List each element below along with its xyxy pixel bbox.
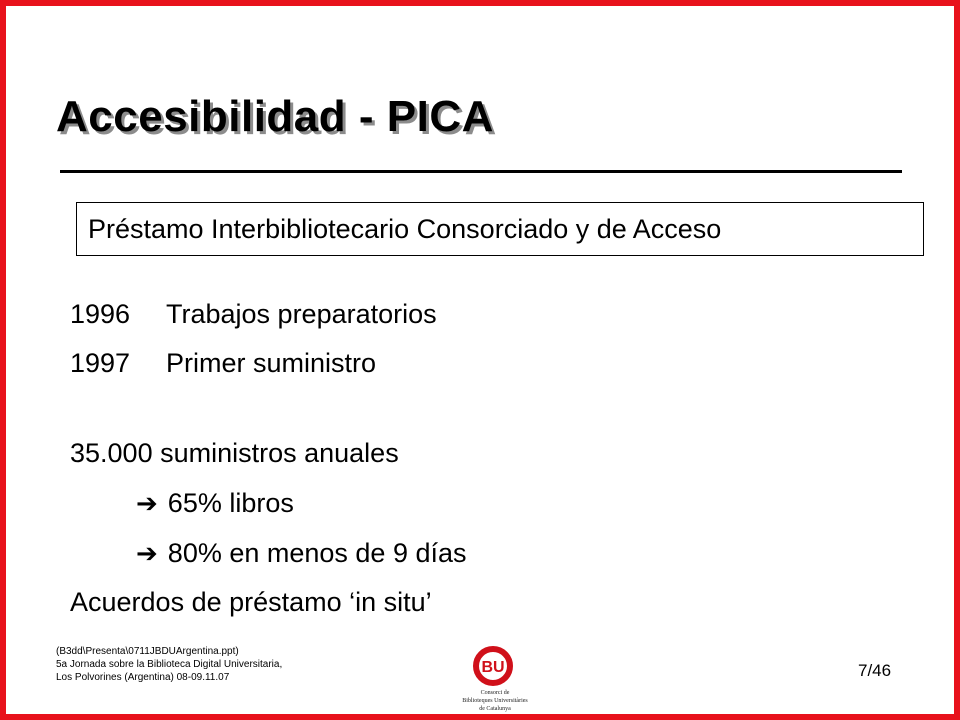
logo-line2: Biblioteques Universitàries xyxy=(462,698,528,704)
timeline-item xyxy=(70,298,437,330)
timeline-text: Primer suministro xyxy=(166,348,377,378)
cbuc-logo xyxy=(440,646,550,714)
timeline-item xyxy=(70,347,376,379)
logo-line1: Consorci de xyxy=(480,690,510,696)
timeline-year: 1996 xyxy=(70,299,131,329)
page-number: 7/46 xyxy=(858,661,892,680)
closing-line: Acuerdos de préstamo ‘in situ’ xyxy=(70,587,432,617)
right-arrow-icon: ➔ xyxy=(136,539,158,569)
slide-title: Accesibilidad - PICA xyxy=(56,92,494,141)
logo-mark: BU xyxy=(481,659,505,676)
timeline-year: 1997 xyxy=(70,348,131,378)
stat-main: 35.000 suministros anuales xyxy=(70,438,399,468)
right-arrow-icon: ➔ xyxy=(136,489,158,519)
subtitle-text: Préstamo Interbibliotecario Consorciado y de Acceso xyxy=(88,214,722,244)
stat-bullet-text: 80% en menos de 9 días xyxy=(167,538,467,568)
slide-body xyxy=(6,6,954,714)
footer-file: (B3dd\Presenta\0711JBDUArgentina.ppt) xyxy=(56,646,239,657)
footer-note xyxy=(56,645,282,684)
stat-bullet xyxy=(136,487,294,520)
timeline-text: Trabajos preparatorios xyxy=(166,299,437,329)
logo-line3: de Catalunya xyxy=(479,706,511,712)
stat-bullet xyxy=(136,537,467,570)
footer-place: Los Polvorines (Argentina) 08-09.11.07 xyxy=(56,672,230,683)
footer-event: 5a Jornada sobre la Biblioteca Digital Universitaria, xyxy=(56,659,283,670)
stat-bullet-text: 65% libros xyxy=(167,488,294,518)
